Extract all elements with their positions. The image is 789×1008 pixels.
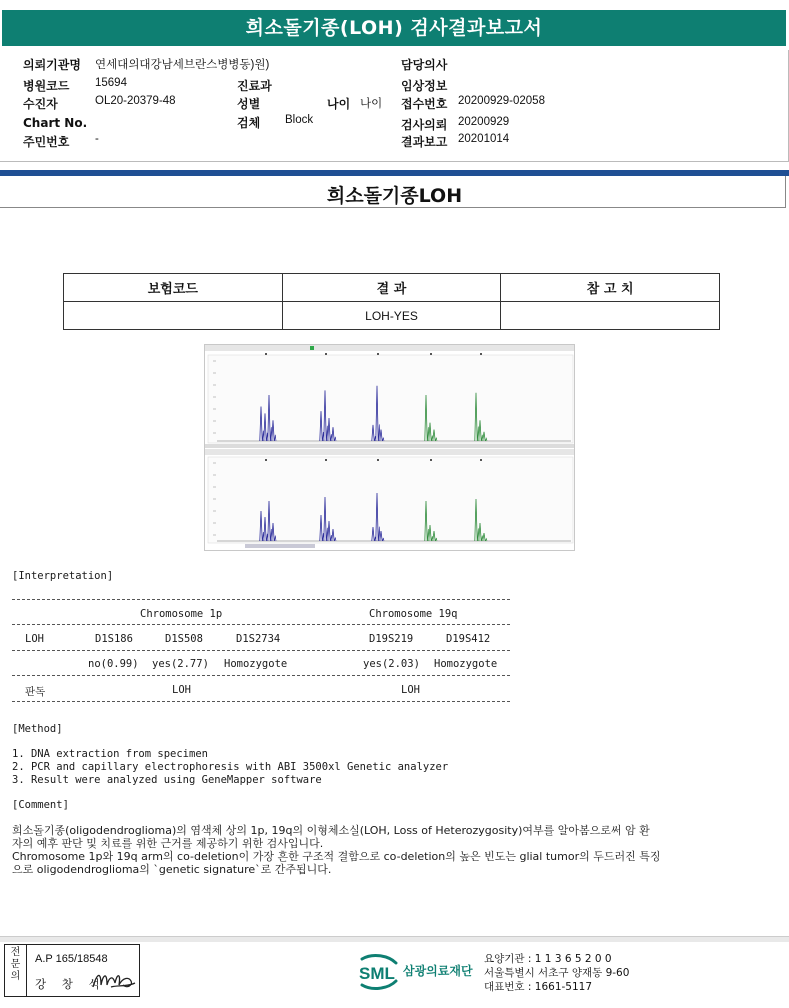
result-header: 결 과 [282, 274, 501, 302]
marker-d19s219: D19S219 [369, 633, 414, 645]
result-d1s508: yes(2.77) [152, 658, 209, 670]
result-d1s2734: Homozygote [224, 658, 288, 670]
hospital-code: 15694 [95, 77, 127, 89]
method-step-3: 3. Result were analyzed using GeneMapper software [12, 774, 322, 786]
result-table [63, 273, 720, 330]
sex-label: 성별 [237, 97, 261, 111]
org-phone: 대표번호 : 1661-5117 [484, 981, 593, 993]
handwritten-signature [91, 967, 137, 991]
chromosome-1p-heading: Chromosome 1p [140, 608, 223, 620]
method-heading: [Method] [12, 723, 63, 735]
result-table-header [64, 274, 720, 302]
requesting-institution-label: 의뢰기관명 [23, 58, 81, 72]
clinical-info-label: 임상정보 [401, 79, 448, 93]
dash-rule [12, 650, 510, 651]
request-date-label: 검사의뢰 [401, 118, 448, 132]
specialist-signature-box [4, 944, 140, 997]
result-d19s219: yes(2.03) [363, 658, 420, 670]
marker-tick [325, 353, 327, 355]
comment-line: 자의 예후 판단 및 치료를 위한 근거를 제공하기 위한 검사입니다. [12, 837, 324, 850]
request-date: 20200929 [458, 116, 510, 128]
marker-tick [377, 353, 379, 355]
marker-tick [325, 459, 327, 461]
resident-no: - [95, 133, 99, 145]
insurance-code-cell [64, 302, 283, 330]
marker-d1s508: D1S508 [165, 633, 203, 645]
resident-no-label: 주민번호 [23, 135, 70, 149]
specialist-license: A.P 165/18548 [35, 953, 108, 965]
report-date: 20201014 [458, 133, 510, 145]
org-info [484, 952, 629, 994]
patient-info [0, 50, 789, 162]
judgement-19q: LOH [401, 684, 420, 696]
department-label: 진료과 [237, 79, 272, 93]
report-title: 희소돌기종(LOH) 검사결과보고서 [2, 10, 786, 46]
specimen-label: 검체 [237, 116, 261, 130]
patient-label: 수진자 [23, 97, 58, 111]
marker-d19s412: D19S412 [446, 633, 491, 645]
reference-cell [501, 302, 720, 330]
result-d1s186: no(0.99) [88, 658, 139, 670]
interpretation-heading: [Interpretation] [12, 570, 114, 582]
marker-tick [430, 353, 432, 355]
accession-no: 20200929-02058 [458, 95, 545, 107]
dash-rule [12, 599, 510, 600]
result-d19s412: Homozygote [434, 658, 498, 670]
marker-d1s2734: D1S2734 [236, 633, 281, 645]
dash-rule [12, 675, 510, 676]
marker-tick [265, 459, 267, 461]
hospital-code-label: 병원코드 [23, 79, 70, 93]
comment-line: 으로 oligodendroglioma의 `genetic signature`로 간주됩니다. [12, 863, 332, 876]
age-label: 나이 [327, 97, 351, 111]
specialist-label: 전 문 의 [5, 945, 27, 996]
report-date-label: 결과보고 [401, 135, 448, 149]
org-name: 삼광의료재단 [403, 964, 473, 978]
footer-rule [0, 936, 789, 942]
sml-logo-text: SML [359, 964, 395, 983]
chromosome-19q-heading: Chromosome 19q [369, 608, 458, 620]
requesting-institution: 연세대의대강남세브란스병병동)원) [95, 59, 270, 71]
comment-text [12, 824, 778, 876]
comment-line: Chromosome 1p와 19q arm의 co-deletion이 가장 흔한 구조적 결함으로 co-deletion의 높은 빈도는 glial tumor의 두드러진 특징 [12, 850, 661, 863]
org-address: 서울특별시 서초구 양재동 9-60 [484, 967, 630, 979]
electropherogram-image [204, 344, 575, 551]
dash-rule [12, 624, 510, 625]
marker-tick [480, 353, 482, 355]
marker-tick [430, 459, 432, 461]
age-value: 나이 [360, 98, 383, 110]
accession-no-label: 접수번호 [401, 97, 448, 111]
doctor-label: 담당의사 [401, 58, 448, 72]
specimen: Block [285, 114, 314, 126]
reference-header: 참 고 치 [501, 274, 720, 302]
result-table-row [64, 302, 720, 330]
result-cell: LOH-YES [282, 302, 501, 330]
loh-label: LOH [25, 633, 44, 645]
dash-rule [12, 701, 510, 702]
marker-tick [377, 459, 379, 461]
insurance-code-header: 보험코드 [64, 274, 283, 302]
comment-line: 희소돌기종(oligodendroglioma)의 염색체 상의 1p, 19q의 이형체소실(LOH, Loss of Heterozygosity)여부를 알아봄으로써 암 환 [12, 824, 650, 837]
marker-tick [265, 353, 267, 355]
section-title: 희소돌기종LOH [326, 185, 463, 207]
judgement-1p: LOH [172, 684, 191, 696]
method-step-2: 2. PCR and capillary electrophoresis with ABI 3500xl Genetic analyzer [12, 761, 449, 773]
judgement-label: 판독 [25, 686, 46, 698]
org-registration: 요양기관 : 1 1 3 6 5 2 0 0 [484, 953, 612, 965]
marker-d1s186: D1S186 [95, 633, 133, 645]
patient-id: OL20-20379-48 [95, 95, 176, 107]
comment-heading: [Comment] [12, 799, 69, 811]
specialist-name: 강 창 석 [35, 977, 106, 991]
marker-tick [480, 459, 482, 461]
method-step-1: 1. DNA extraction from specimen [12, 748, 208, 760]
chart-no-label: Chart No. [23, 116, 88, 130]
